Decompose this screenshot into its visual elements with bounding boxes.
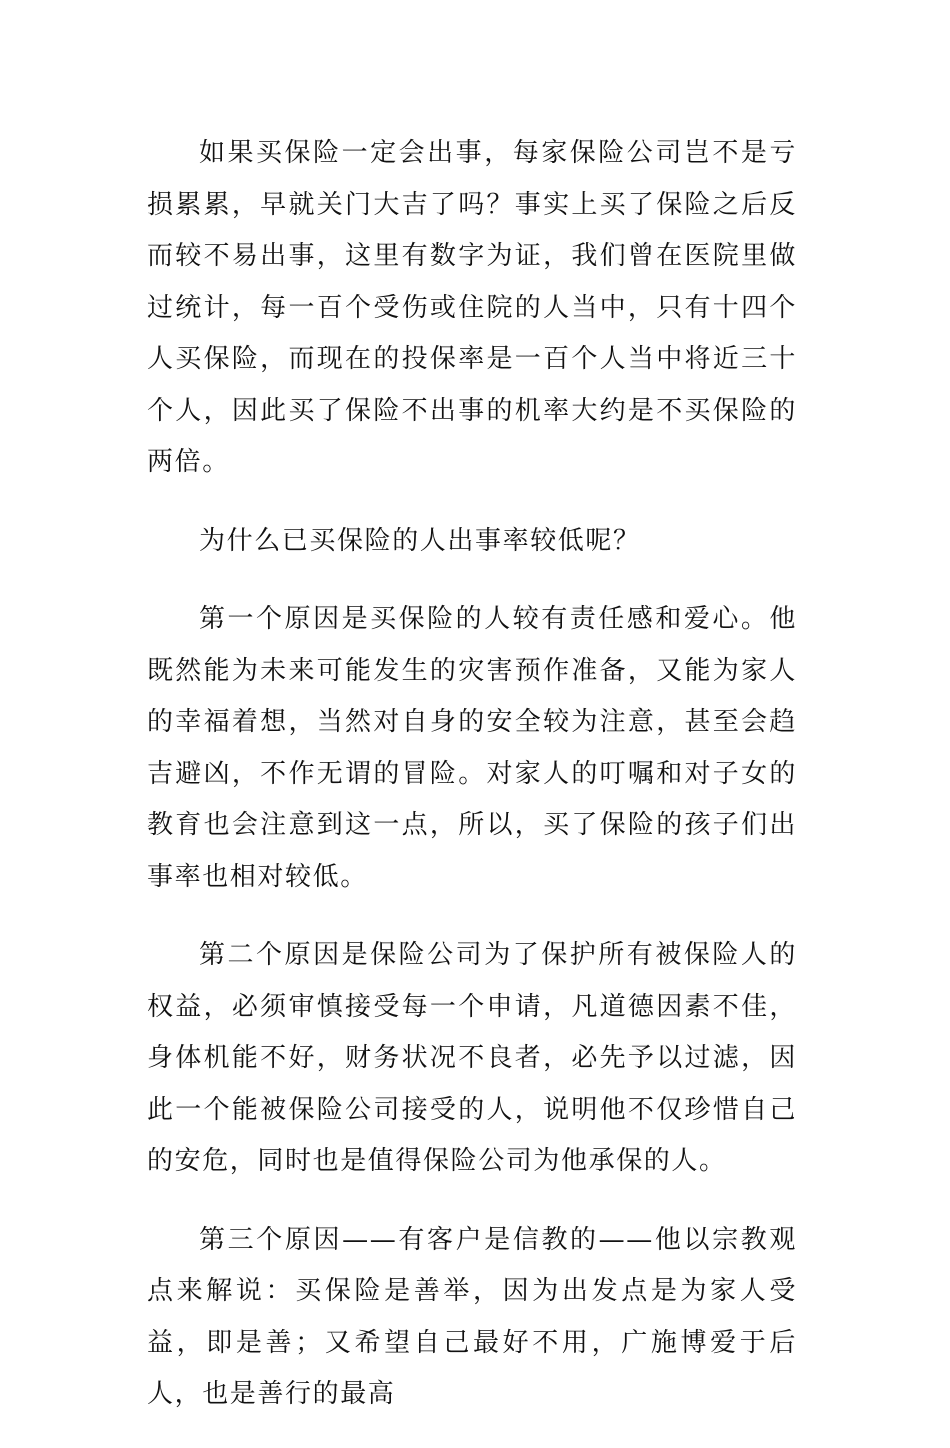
- paragraph-5: 第三个原因——有客户是信教的——他以宗教观点来解说：买保险是善举，因为出发点是为家人受益，即是善；又希望自己最好不用，广施博爱于后人，也是善行的最高: [147, 1224, 797, 1409]
- paragraph-1: 如果买保险一定会出事，每家保险公司岂不是亏损累累，早就关门大吉了吗？事实上买了保险之后反而较不易出事，这里有数字为证，我们曾在医院里做过统计，每一百个受伤或住院的人当中，只有十四个人买保险，而现在的投保率是一百个人当中将近三十个人，因此买了保险不出事的机率大约是不买保险的两倍。: [147, 138, 797, 477]
- paragraph-3: 第一个原因是买保险的人较有责任感和爱心。他既然能为未来可能发生的灾害预作准备，又能为家人的幸福着想，当然对自身的安全较为注意，甚至会趋吉避凶，不作无谓的冒险。对家人的叮嘱和对子女的教育也会注意到这一点，所以，买了保险的孩子们出事率也相对较低。: [147, 604, 797, 892]
- document-body: [147, 128, 797, 1448]
- paragraph-4: 第二个原因是保险公司为了保护所有被保险人的权益，必须审慎接受每一个申请，凡道德因素不佳，身体机能不好，财务状况不良者，必先予以过滤，因此一个能被保险公司接受的人，说明他不仅珍惜自己的安危，同时也是值得保险公司为他承保的人。: [147, 940, 797, 1176]
- paragraph-2: 为什么已买保险的人出事率较低呢？: [199, 525, 641, 556]
